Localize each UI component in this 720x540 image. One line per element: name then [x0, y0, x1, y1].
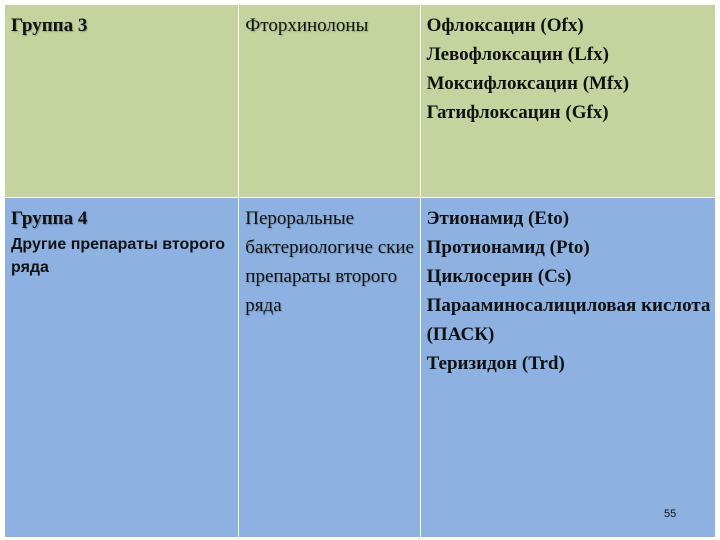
drug-class: Фторхинолоны [245, 15, 369, 36]
group-title: Группа 4 [11, 208, 88, 229]
group-cell [5, 5, 239, 198]
drug-item: Левофлоксацин (Lfx) [426, 44, 609, 65]
drug-class-cell [239, 198, 420, 538]
drug-item: Теризидон (Trd) [426, 353, 565, 374]
drug-item: Парааминосалициловая кислота (ПАСК) [426, 295, 711, 345]
drug-item: Офлоксацин (Ofx) [426, 15, 584, 36]
table-row-group-3 [5, 5, 716, 198]
drug-item: Циклосерин (Cs) [426, 266, 572, 287]
drug-class-cell [239, 5, 420, 198]
drug-item: Этионамид (Eto) [426, 208, 570, 229]
drug-item: Моксифлоксацин (Mfx) [426, 73, 630, 94]
drug-class: Пероральные бактериологиче ские препараты второго ряда [245, 208, 414, 316]
group-title: Группа 3 [11, 15, 88, 36]
drug-groups-table [4, 4, 716, 538]
drug-item: Гатифлоксацин (Gfx) [426, 102, 609, 123]
drug-item: Протионамид (Pto) [426, 237, 590, 258]
table-row-group-4 [5, 198, 716, 538]
drugs-cell [420, 198, 715, 538]
drugs-cell [420, 5, 715, 198]
group-cell [5, 198, 239, 538]
group-subtitle: Другие препараты второго ряда [11, 236, 226, 276]
page-number: 55 [664, 508, 677, 520]
